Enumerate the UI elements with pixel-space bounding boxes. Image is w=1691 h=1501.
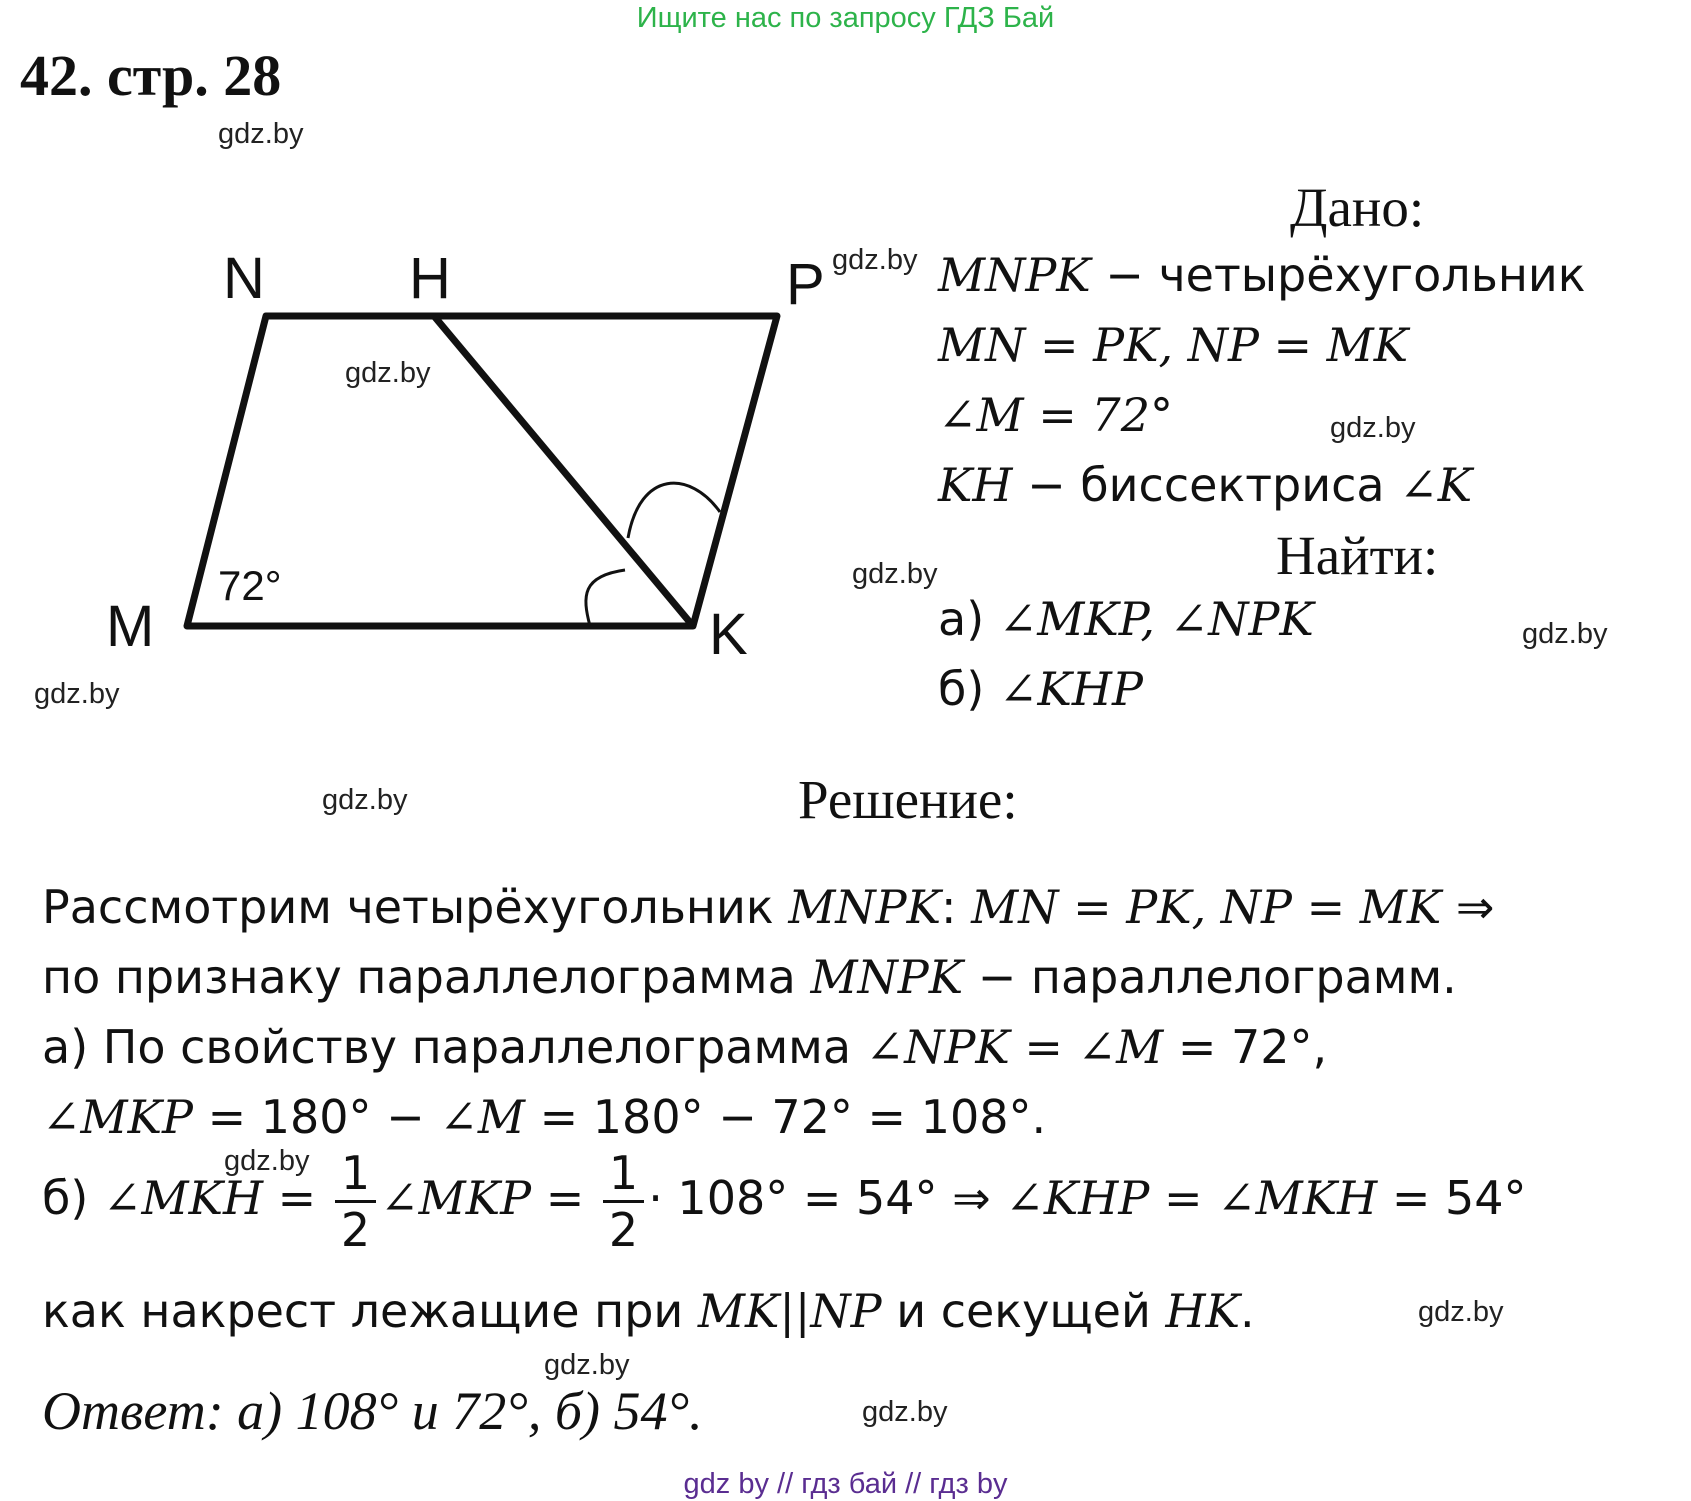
top-banner[interactable]: Ищите нас по запросу ГДЗ Бай [636, 2, 1055, 34]
solution-line-5: б) ∠MKH = $\frac{1}{2}$ ∠MKP = $\frac{1}{2}$ · 108° = 54° ⇒ ∠KHP = ∠MKH = 54° [42, 1146, 1527, 1257]
vertex-label-n: N [223, 246, 265, 311]
solution-line-2: по признаку параллелограмма MNPK − параллелограмм. [42, 950, 1457, 1004]
angle-label-72: 72° [218, 562, 282, 609]
given-line-1: MNPK − четырёхугольник [938, 248, 1586, 302]
task-title: 42. стр. 28 [20, 43, 282, 108]
given-line-3: ∠M = 72° [938, 388, 1173, 442]
fraction-one-half: $\frac{1}{2}$ [335, 1150, 376, 1253]
solution-line-6: как накрест лежащие при MK||NP и секущей HK. [42, 1284, 1255, 1338]
bisector-kh [434, 316, 693, 626]
footer-links[interactable]: gdz by // гдз бай // гдз by [683, 1468, 1008, 1500]
watermark: gdz.by [1522, 618, 1608, 650]
watermark: gdz.by [322, 784, 408, 816]
find-item-b: б) ∠KHP [938, 662, 1143, 716]
watermark: gdz.by [544, 1349, 630, 1381]
watermark: gdz.by [852, 558, 938, 590]
watermark: gdz.by [345, 357, 431, 389]
find-heading: Найти: [1276, 525, 1439, 586]
parallelogram-figure [0, 0, 900, 700]
given-line-2: MN = PK, NP = MK [938, 318, 1409, 372]
watermark: gdz.by [1330, 412, 1416, 444]
angle-arc-hkp [628, 483, 720, 538]
watermark: gdz.by [832, 244, 918, 276]
answer-line: Ответ: а) 108° и 72°, б) 54°. [42, 1381, 703, 1441]
vertex-label-p: P [786, 252, 825, 317]
watermark: gdz.by [862, 1396, 948, 1428]
solution-line-4: ∠MKP = 180° − ∠M = 180° − 72° = 108°. [42, 1090, 1047, 1144]
watermark: gdz.by [34, 678, 120, 710]
given-line-4: KH − биссектриса ∠K [938, 458, 1473, 512]
watermark: gdz.by [218, 118, 304, 150]
vertex-label-h: H [409, 246, 451, 311]
solution-heading: Решение: [798, 769, 1018, 830]
watermark: gdz.by [224, 1145, 310, 1177]
solution-line-1: Рассмотрим четырёхугольник MNPK: MN = PK, NP = MK ⇒ [42, 880, 1495, 934]
solution-line-3: а) По свойству параллелограмма ∠NPK = ∠M = 72°, [42, 1020, 1328, 1074]
fraction-one-half: $\frac{1}{2}$ [603, 1150, 644, 1253]
find-item-a: а) ∠MKP, ∠NPK [938, 592, 1314, 646]
vertex-label-m: M [106, 594, 155, 659]
angle-arc-mkh [586, 570, 625, 626]
vertex-label-k: K [709, 602, 748, 667]
given-heading: Дано: [1290, 177, 1425, 238]
watermark: gdz.by [1418, 1296, 1504, 1328]
